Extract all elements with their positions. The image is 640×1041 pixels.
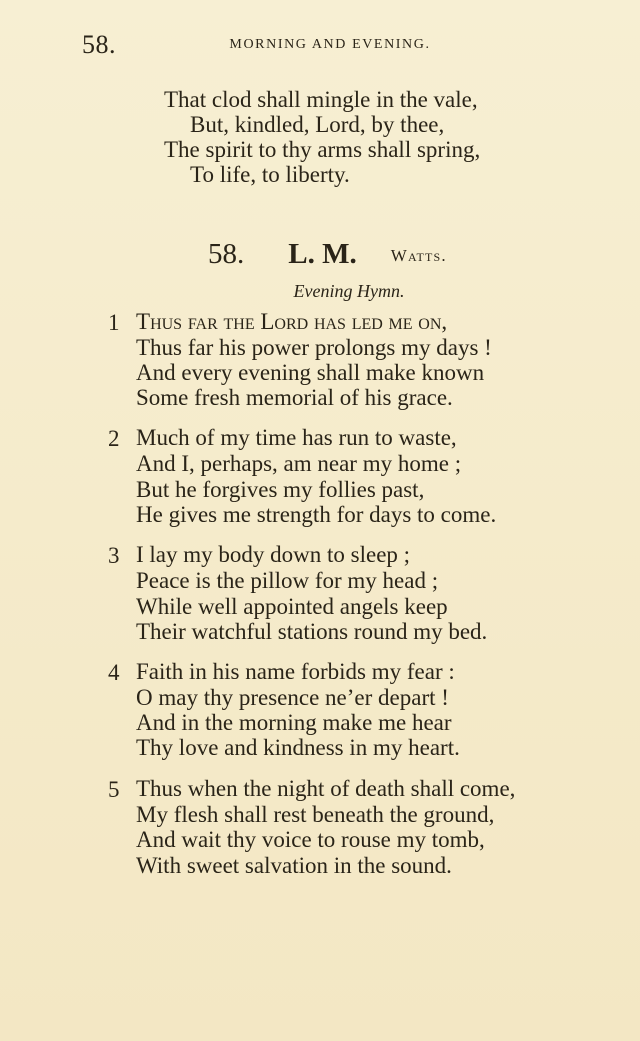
verse-line-drop-cap (136, 310, 447, 333)
verse-line: I lay my body down to sleep ; (136, 542, 411, 567)
verse-line: While well appointed angels keep (136, 594, 448, 619)
hymn-number: 58. (208, 238, 245, 270)
hymn-header (208, 238, 447, 271)
stanza-number: 2 (108, 426, 120, 451)
stanza-number: 1 (108, 310, 120, 335)
hymn-meter: L. M. (288, 238, 357, 270)
hymn-title: Evening Hymn. (293, 281, 405, 301)
verse-line: That clod shall mingle in the vale, (164, 87, 478, 112)
verse-line: Much of my time has run to waste, (136, 425, 457, 450)
verse-line: Faith in his name forbids my fear : (136, 659, 455, 684)
verse-line: Some fresh memorial of his grace. (136, 385, 453, 410)
verse-line-text: hus far the Lord has led me on, (150, 309, 448, 334)
verse-line: And wait thy voice to rouse my tomb, (136, 827, 485, 852)
verse-line: And in the morning make me hear (136, 710, 452, 735)
verse-line: The spirit to thy arms shall spring, (164, 137, 481, 162)
verse-line: Their watchful stations round my bed. (136, 619, 488, 644)
verse-line: Thus when the night of death shall come, (136, 776, 516, 801)
running-head: MORNING AND EVENING. (229, 37, 431, 52)
verse-line: O may thy presence ne’er depart ! (136, 685, 449, 710)
stanza-number: 5 (108, 777, 120, 802)
initial-letter: T (136, 309, 151, 334)
verse-line: With sweet salvation in the sound. (136, 853, 452, 878)
hymn-author: Watts. (390, 246, 447, 266)
verse-line: To life, to liberty. (190, 162, 350, 187)
stanza-number: 3 (108, 543, 120, 568)
verse-line: And every evening shall make known (136, 360, 485, 385)
verse-line: He gives me strength for days to come. (136, 502, 497, 527)
verse-line: And I, perhaps, am near my home ; (136, 451, 462, 476)
verse-line: But he forgives my follies past, (136, 477, 425, 502)
verse-line: But, kindled, Lord, by thee, (190, 112, 445, 137)
verse-line: My flesh shall rest beneath the ground, (136, 802, 495, 827)
verse-line: Thy love and kindness in my heart. (136, 735, 460, 760)
verse-line: Peace is the pillow for my head ; (136, 568, 439, 593)
stanza-number: 4 (108, 660, 120, 685)
page-number: 58. (82, 30, 116, 59)
verse-line: Thus far his power prolongs my days ! (136, 335, 492, 360)
